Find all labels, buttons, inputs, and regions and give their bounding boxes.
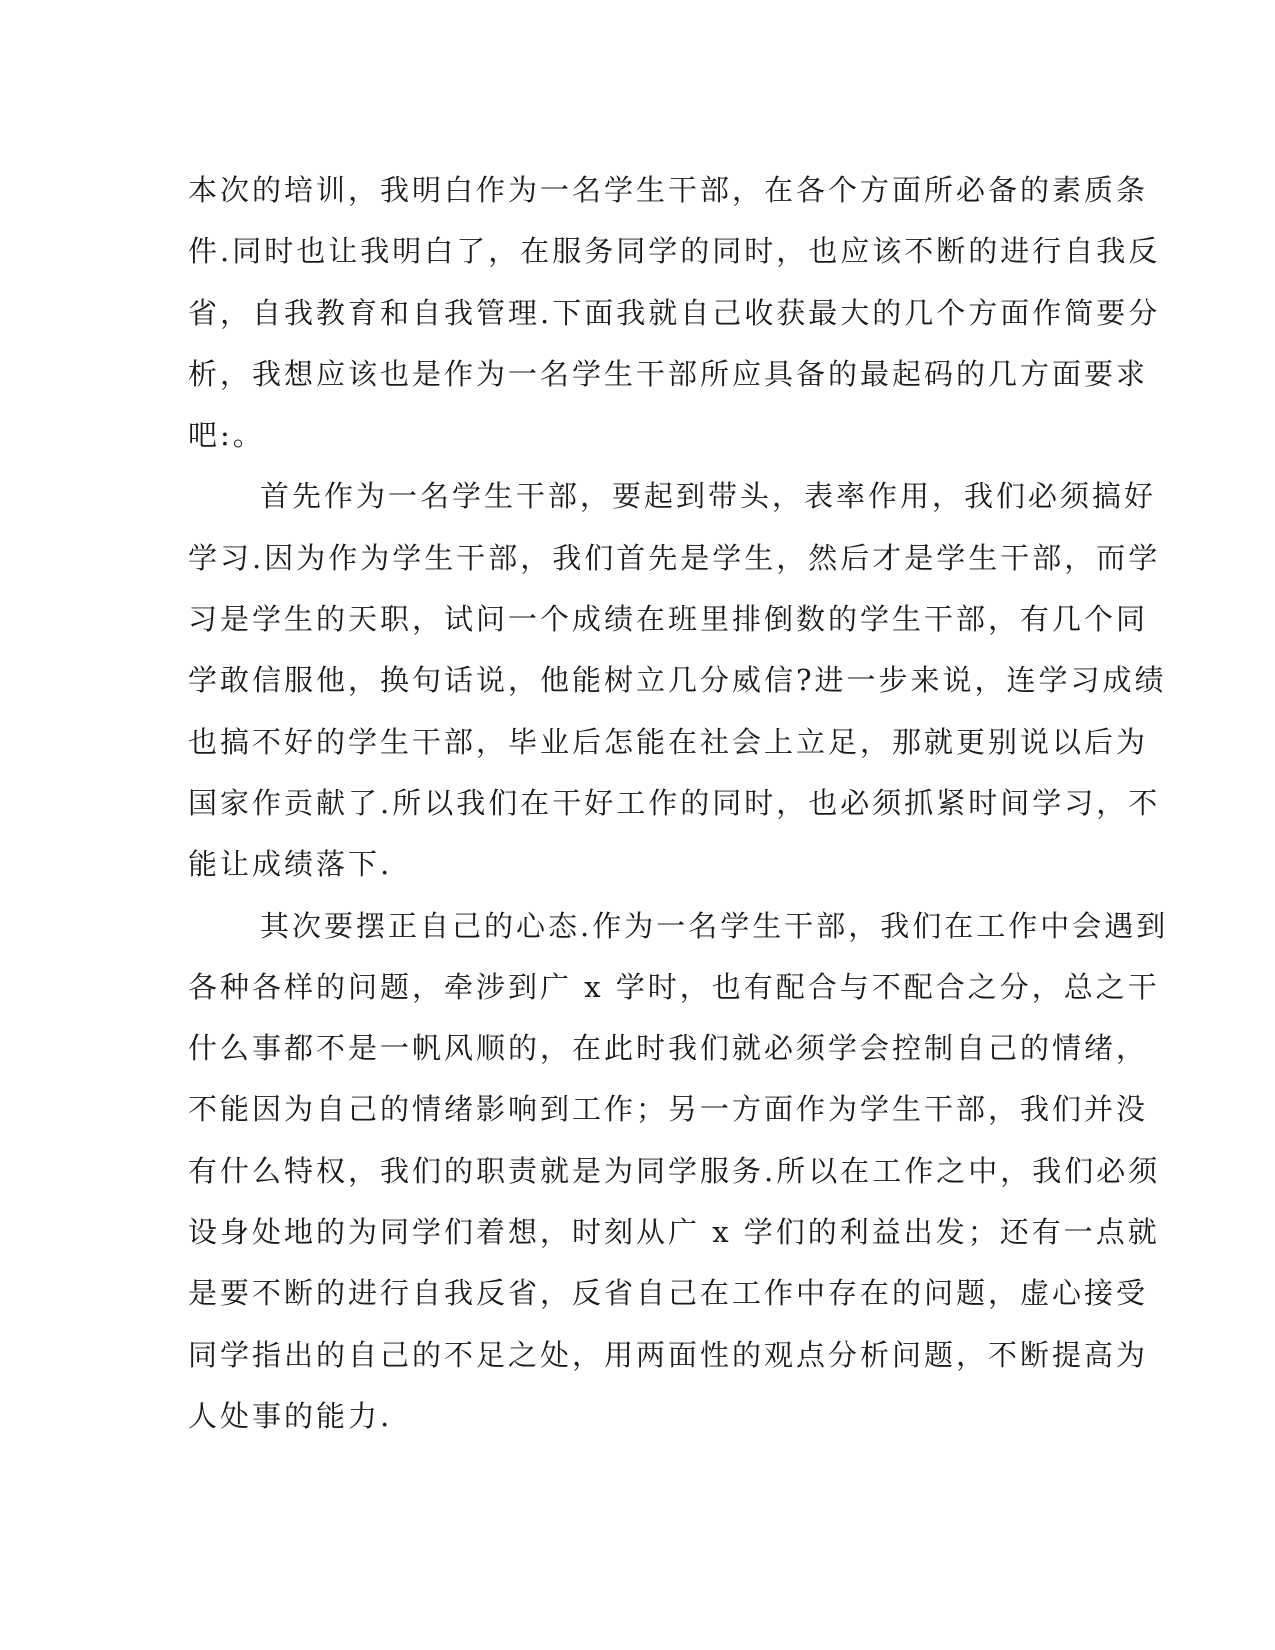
text-line: 习是学生的天职，试问一个成绩在班里排倒数的学生干部，有几个同 — [188, 602, 1149, 637]
text-line: 国家作贡献了.所以我们在干好工作的同时，也必须抓紧时间学习，不 — [188, 785, 1161, 820]
text-line: 学习.因为作为学生干部，我们首先是学生，然后才是学生干部，而学 — [188, 540, 1161, 575]
text-line: 本次的培训，我明白作为一名学生干部，在各个方面所必备的素质条 — [188, 173, 1149, 207]
text-line: 有什么特权，我们的职责就是为同学服务.所以在工作之中，我们必须 — [188, 1153, 1161, 1188]
text-line: 省，自我教育和自我管理.下面我就自己收获最大的几个方面作简要分 — [188, 295, 1161, 330]
paragraph-2 — [188, 466, 1167, 895]
paragraph-3 — [188, 896, 1169, 1448]
text-line: 件.同时也让我明白了，在服务同学的同时，也应该不断的进行自我反 — [188, 234, 1161, 269]
text-line: 析，我想应该也是作为一名学生干部所应具备的最起码的几方面要求 — [188, 356, 1149, 391]
text-line: 是要不断的进行自我反省，反省自己在工作中存在的问题，虚心接受 — [188, 1276, 1149, 1311]
text-line: 设身处地的为同学们着想，时刻从广 x 学们的利益出发；还有一点就 — [188, 1215, 1160, 1250]
text-line: 同学指出的自己的不足之处，用两面性的观点分析问题，不断提高为 — [188, 1337, 1149, 1372]
text-line: 学敢信服他，换句话说，他能树立几分威信?进一步来说，连学习成绩 — [188, 663, 1167, 698]
text-line: 人处事的能力. — [188, 1398, 393, 1433]
paragraph-1 — [188, 160, 1161, 466]
text-line: 不能因为自己的情绪影响到工作；另一方面作为学生干部，我们并没 — [188, 1092, 1149, 1127]
text-line: 各种各样的问题，牵涉到广 x 学时，也有配合与不配合之分，总之干 — [188, 969, 1160, 1004]
text-line: 也搞不好的学生干部，毕业后怎能在社会上立足，那就更别说以后为 — [188, 724, 1149, 759]
text-line: 能让成绩落下. — [188, 847, 393, 882]
document-body — [188, 160, 1169, 1447]
text-line: 什么事都不是一帆风顺的，在此时我们就必须学会控制自己的情绪， — [188, 1031, 1149, 1066]
text-line: 其次要摆正自己的心态.作为一名学生干部，我们在工作中会遇到 — [260, 908, 1169, 943]
text-line: 吧:。 — [188, 418, 265, 453]
text-line: 首先作为一名学生干部，要起到带头，表率作用，我们必须搞好 — [260, 479, 1157, 514]
